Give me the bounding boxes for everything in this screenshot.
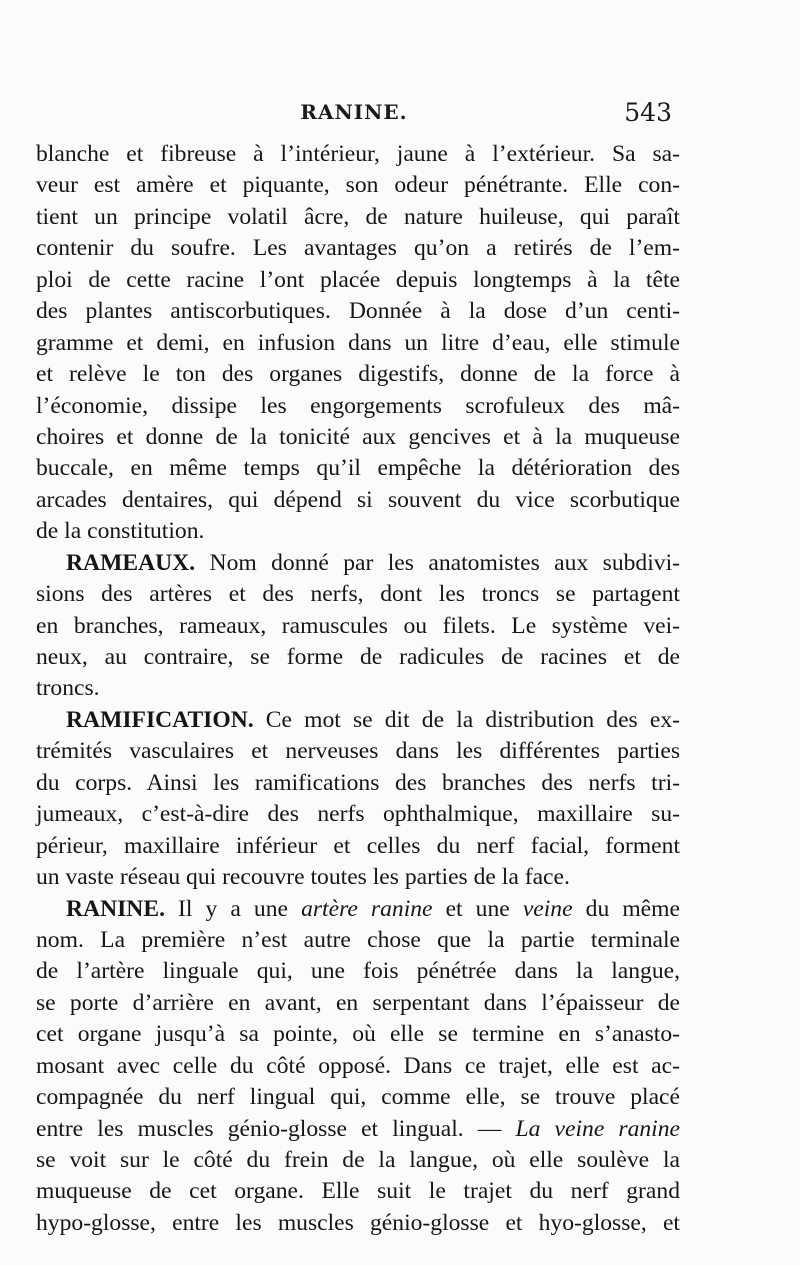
- italic-term: La veine ranine: [515, 1115, 680, 1142]
- text-line: nom. La première n’est autre chose que la partie terminale: [36, 926, 680, 953]
- text-line: buccale, en même temps qu’il empêche la détérioration des: [36, 455, 680, 482]
- text-line: l’économie, dissipe les engorgements scrofuleux des mâ-: [36, 392, 680, 419]
- text-line: de l’artère linguale qui, une fois pénétrée dans la langue,: [36, 958, 680, 985]
- page-number: 543: [624, 98, 672, 127]
- text-line: blanche et fibreuse à l’intérieur, jaune à l’extérieur. Sa sa-: [36, 141, 680, 167]
- text-line: périeur, maxillaire inférieur et celles du nerf facial, forment: [36, 832, 680, 859]
- running-title: RANINE.: [300, 100, 408, 124]
- entry-first-line: [36, 548, 680, 579]
- text-run: et une: [432, 895, 523, 922]
- text-line: troncs.: [36, 675, 100, 702]
- text-run: Il y a une: [164, 895, 302, 922]
- text-line: se porte d’arrière en avant, en serpentant dans l’épaisseur de: [36, 989, 680, 1016]
- text-line: compagnée du nerf lingual qui, comme elle, se trouve placé: [36, 1084, 680, 1111]
- entry-term: RANINE.: [66, 895, 165, 922]
- text-run: entre les muscles génio-glosse et lingual. —: [36, 1115, 516, 1142]
- text-line: un vaste réseau qui recouvre toutes les parties de la face.: [36, 864, 570, 891]
- text-run: du même: [572, 895, 680, 922]
- text-line: contenir du soufre. Les avantages qu’on a retirés de l’em-: [36, 235, 680, 262]
- text-line: muqueuse de cet organe. Elle suit le trajet du nerf grand: [36, 1178, 680, 1205]
- text-line: choires et donne de la tonicité aux gencives et à la muqueuse: [36, 423, 680, 450]
- text-line: du corps. Ainsi les ramifications des branches des nerfs tri-: [36, 769, 680, 796]
- text-line: sions des artères et des nerfs, dont les troncs se partagent: [36, 581, 680, 608]
- entry-term: RAMEAUX.: [66, 549, 196, 576]
- entry-first-line: [36, 894, 680, 925]
- text-run: Ce mot se dit de la distribution des ex-: [253, 706, 680, 733]
- body-text: [36, 139, 680, 1239]
- entry-term: RAMIFICATION.: [66, 706, 254, 733]
- text-line: mosant avec celle du côté opposé. Dans ce trajet, elle est ac-: [36, 1052, 680, 1079]
- italic-term: artère ranine: [301, 895, 433, 922]
- text-line: arcades dentaires, qui dépend si souvent du vice scorbutique: [36, 486, 680, 513]
- text-line: tient un principe volatil âcre, de nature huileuse, qui paraît: [36, 203, 680, 230]
- italic-term: veine: [522, 895, 573, 922]
- text-line: gramme et demi, en infusion dans un litre d’eau, elle stimule: [36, 329, 680, 356]
- text-run: Nom donné par les anatomistes aux subdivi-: [195, 549, 680, 576]
- text-line: des plantes antiscorbutiques. Donnée à la dose d’un centi-: [36, 298, 680, 325]
- text-line: en branches, rameaux, ramuscules ou filets. Le système vei-: [36, 612, 680, 639]
- text-line: ploi de cette racine l’ont placée depuis longtemps à la tête: [36, 266, 680, 293]
- text-line: de la constitution.: [36, 518, 205, 545]
- page-header: [36, 100, 672, 130]
- entry-first-line: [36, 705, 680, 736]
- text-line: [36, 1114, 680, 1145]
- text-line: et relève le ton des organes digestifs, donne de la force à: [36, 361, 680, 388]
- text-line: trémités vasculaires et nerveuses dans les différentes parties: [36, 738, 680, 765]
- text-line: se voit sur le côté du frein de la langue, où elle soulève la: [36, 1147, 680, 1173]
- text-line: jumeaux, c’est-à-dire des nerfs ophthalmique, maxillaire su-: [36, 801, 680, 828]
- text-line: veur est amère et piquante, son odeur pénétrante. Elle con-: [36, 172, 680, 199]
- text-line: cet organe jusqu’à sa pointe, où elle se termine en s’anasto-: [36, 1021, 680, 1048]
- text-line: neux, au contraire, se forme de radicules de racines et de: [36, 644, 680, 670]
- text-line: hypo-glosse, entre les muscles génio-glosse et hyo-glosse, et: [36, 1209, 680, 1236]
